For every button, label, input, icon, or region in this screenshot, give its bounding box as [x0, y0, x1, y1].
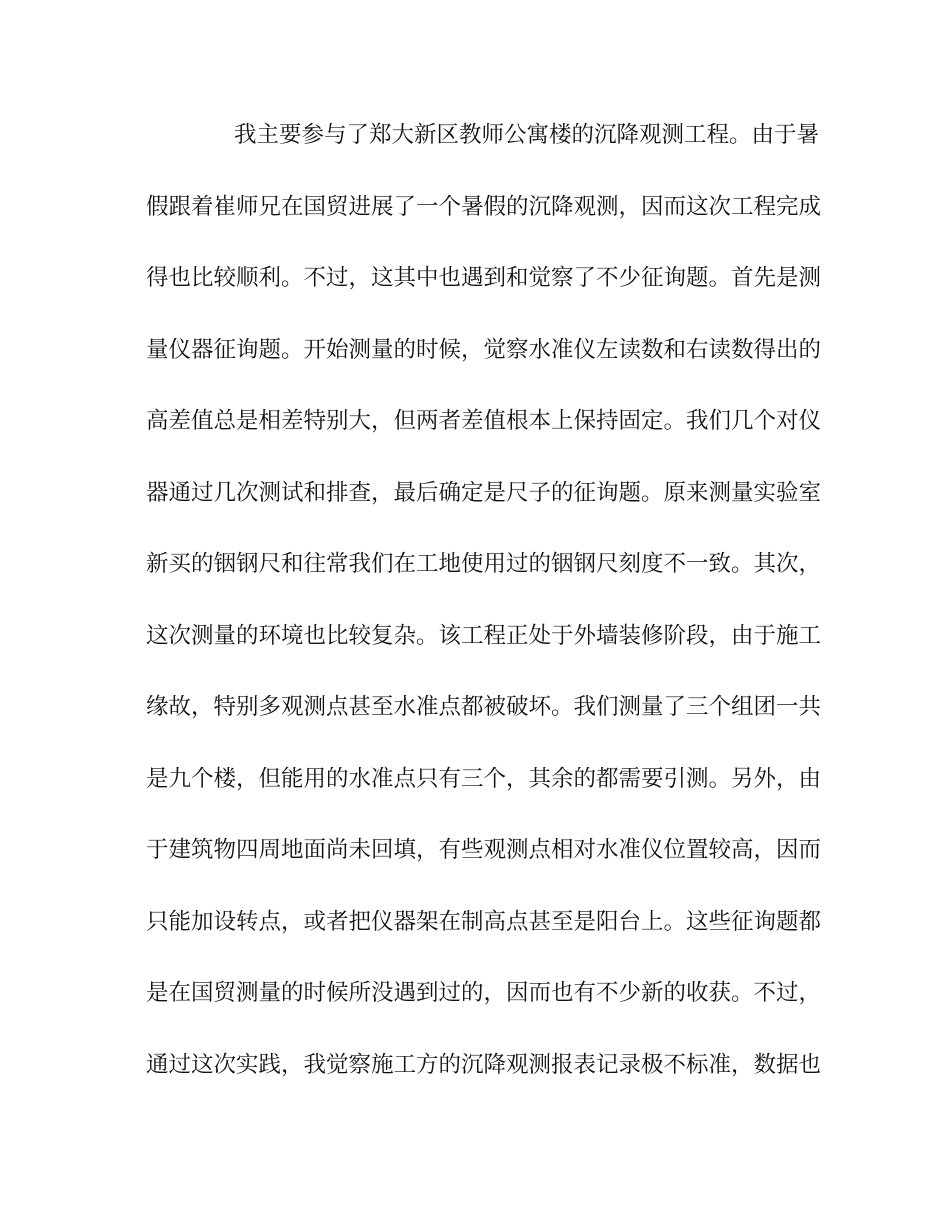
paragraph-line-12: 只能加设转点，或者把仪器架在制高点甚至是阳台上。这些征询题都	[146, 908, 822, 935]
body-paragraph	[146, 122, 822, 1124]
paragraph-line-4: 量仪器征询题。开始测量的时候，觉察水准仪左读数和右读数得出的	[146, 336, 822, 363]
paragraph-line-1: 我主要参与了郑大新区教师公寓楼的沉降观测工程。由于暑	[234, 122, 820, 148]
paragraph-line-5: 高差值总是相差特别大，但两者差值根本上保持固定。我们几个对仪	[146, 408, 822, 434]
paragraph-line-9: 缘故，特别多观测点甚至水准点都被破坏。我们测量了三个组团一共	[146, 694, 822, 720]
paragraph-line-11: 于建筑物四周地面尚未回填，有些观测点相对水准仪位置较高，因而	[146, 837, 822, 863]
paragraph-line-10: 是九个楼，但能用的水准点只有三个，其余的都需要引测。另外，由	[146, 765, 822, 792]
paragraph-line-6: 器通过几次测试和排查，最后确定是尺子的征询题。原来测量实验室	[146, 479, 822, 506]
paragraph-line-3: 得也比较顺利。不过，这其中也遇到和觉察了不少征询题。首先是测	[146, 265, 822, 291]
paragraph-line-13: 是在国贸测量的时候所没遇到过的，因而也有不少新的收获。不过，	[146, 980, 822, 1006]
paragraph-line-8: 这次测量的环境也比较复杂。该工程正处于外墙装修阶段，由于施工	[146, 622, 822, 649]
paragraph-line-14: 通过这次实践，我觉察施工方的沉降观测报表记录极不标准，数据也	[146, 1051, 822, 1078]
paragraph-line-7: 新买的铟钢尺和往常我们在工地使用过的铟钢尺刻度不一致。其次，	[146, 551, 822, 577]
paragraph-line-2: 假跟着崔师兄在国贸进展了一个暑假的沉降观测，因而这次工程完成	[146, 193, 822, 220]
